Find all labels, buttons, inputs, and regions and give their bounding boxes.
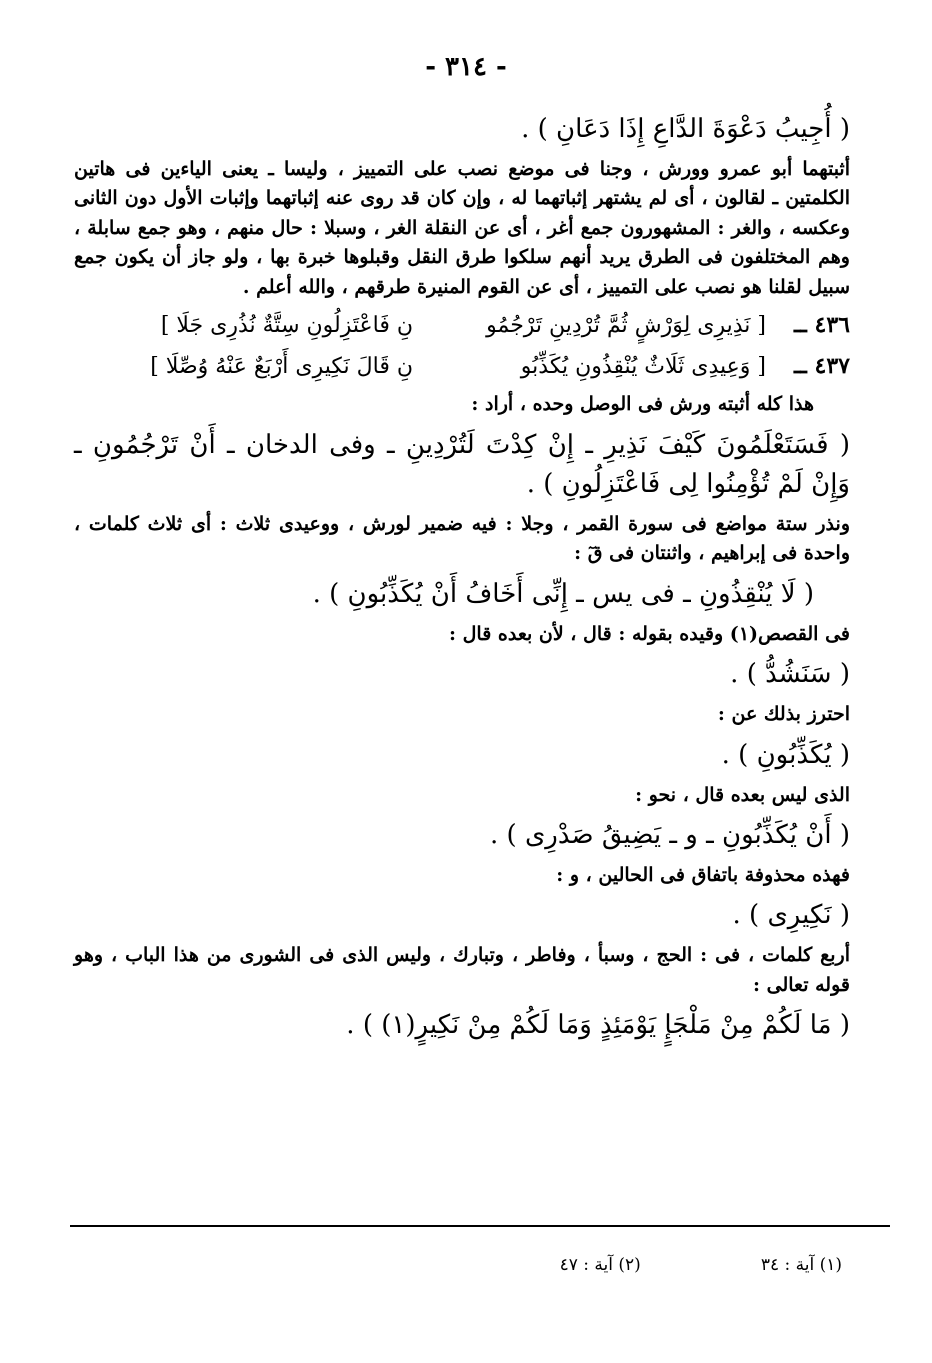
quran-verse: ( أُجِيبُ دَعْوَةَ الدَّاعِ إِذَا دَعَانِ ) . — [521, 114, 850, 144]
line-number: ٤٣٧ ــ — [793, 353, 850, 380]
poem-line — [74, 349, 850, 384]
quran-verse: ( مَا لَكُمْ مِنْ مَلْجَإٍ يَوْمَئِذٍ وَمَا لَكُمْ مِنْ نَكِيرٍ(١) ) . — [346, 1010, 850, 1041]
commentary-paragraph: فهذه محذوفة باتفاق فى الحالين ، و : — [556, 864, 850, 886]
footnote: (١) آية : ٣٤ — [760, 1255, 842, 1275]
quran-verse: ( أَنْ يُكَذِّبُونِ ـ و ـ يَضِيقُ صَدْرِى ) . — [490, 820, 850, 850]
quran-verse: ( يُكَذِّبُونِ ) . — [721, 739, 850, 770]
first-hemistich: [ نَذِيرِى لِوَرْشٍ ثُمَّ تُرْدِينِ تَرْجُمُو — [486, 313, 766, 339]
commentary-paragraph: فى القصص(١) وقيده بقوله : قال ، لأن بعده قال : — [448, 622, 850, 645]
commentary-paragraph: احترز بذلك عن : — [717, 703, 850, 726]
commentary-paragraph: ونذر ستة مواضع فى سورة القمر ، وجلا : فيه ضمير لورش ، ووعيدى ثلاث : أى ثلاث كلمات ، واحدة فى إبراهيم ، واثنتان فى قٓ : — [74, 512, 850, 565]
commentary-paragraph: هذا كله أثبته ورش فى الوصل وحده ، أراد : — [471, 393, 814, 416]
footnote-divider — [70, 1225, 890, 1227]
quran-verse: ( سَنَشُدُّ ) . — [730, 659, 850, 690]
second-hemistich: نِ قَالَ نَكِيرِى أَرْبَعٌ عَنْهُ وُصِّلَا ] — [150, 354, 413, 380]
commentary-paragraph: الذى ليس بعده قال ، نحو : — [635, 783, 850, 806]
footnotes — [82, 1255, 842, 1275]
quran-verse: ( لَا يُنْقِذُونِ ـ فى يس ـ إِنِّى أَخَافُ أَنْ يُكَذِّبُونِ ) . — [312, 578, 814, 609]
page-number: - ٣١٤ - — [425, 52, 507, 82]
line-number: ٤٣٦ ــ — [793, 312, 850, 339]
footnote: (٢) آية : ٤٧ — [559, 1255, 641, 1275]
second-hemistich: نِ فَاعْتَزِلُونِ سِتَّةٌ نُذُرِى جَلَا ] — [160, 313, 413, 339]
quran-verse: ( نَكِيرِى ) . — [732, 900, 850, 931]
poem-line — [74, 308, 850, 343]
commentary-paragraph: أثبتهما أبو عمرو وورش ، وجنا فى موضع نصب على التمييز ، وليسا ـ يعنى الياءين فى هاتين الكلمتين ـ لقالون ، أى لم يشتهر إثباتهما له ، وإن كان قد روى عنه إثباتهما وإثبات الأول دون الثانى وعكسه ، والغر : المشهورون جمع أغر ، أى عن النقلة الغر ، وسبلا : حال منهم ، وهو جمع سابلة ، وهم المختلفون فى الطرق يريد أنهم سلكوا طرق النقل وقبلوها خبرة بها ، ولو جاز أن يكون جمع سبيل لقلنا هو نصب على التمييز ، أى عن القوم المنيرة طرقهم ، والله أعلم . — [74, 158, 850, 298]
quran-verse: ( فَسَتَعْلَمُونَ كَيْفَ نَذِيرِ ـ إِنْ كِدْتَ لَتُرْدِينِ ـ وفى الدخان ـ أَنْ تَرْجُمُونِ ـ وَإِنْ لَمْ تُؤْمِنُوا لِى فَاعْتَزِلُونِ ) . — [74, 429, 850, 499]
page-body — [74, 110, 850, 1051]
commentary-paragraph: أربع كلمات ، فى : الحج ، وسبأ ، وفاطر ، وتبارك ، وليس الذى فى الشورى من هذا الباب ، وهو قوله تعالى : — [74, 944, 850, 996]
first-hemistich: [ وَعِيدِى ثَلَاثٌ يُنْقِذُونِ يُكَذِّبُو — [520, 354, 766, 380]
